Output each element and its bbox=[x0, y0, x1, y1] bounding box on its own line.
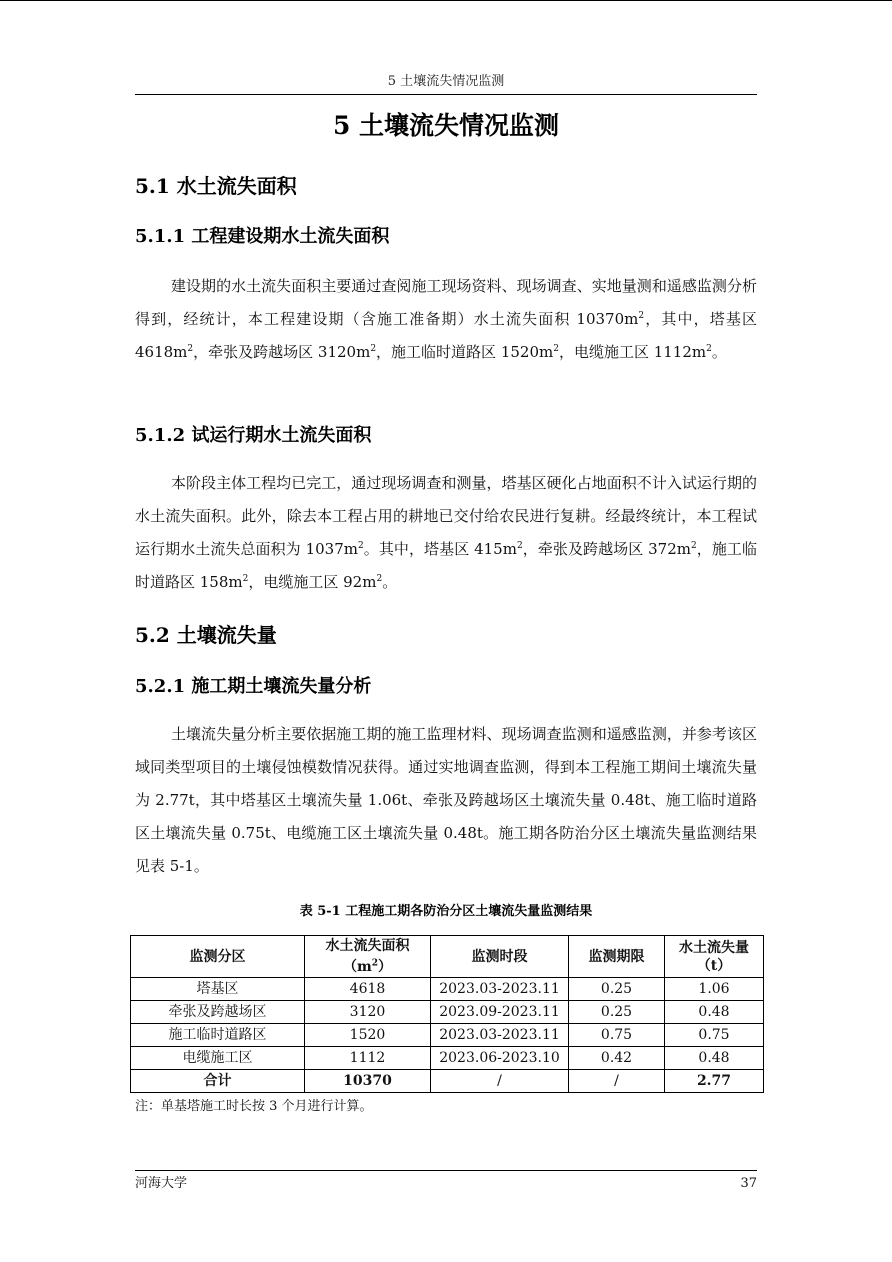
cell-area: 3120 bbox=[305, 1001, 431, 1024]
header-area-unit: $(m^2)$ bbox=[342, 958, 393, 976]
table-note: 注：单基塔施工时长按 3 个月进行计算。 bbox=[135, 1099, 373, 1114]
cell-total-area: 10370 bbox=[305, 1070, 431, 1093]
soil-loss-table bbox=[130, 935, 764, 1093]
cell-zone: 施工临时道路区 bbox=[131, 1024, 305, 1047]
cell-total-period: / bbox=[431, 1070, 569, 1093]
cell-zone: 塔基区 bbox=[131, 978, 305, 1001]
page-top-border bbox=[0, 0, 892, 1]
table-total-row bbox=[131, 1070, 764, 1093]
header-duration: 监测期限 bbox=[569, 936, 665, 978]
cell-loss: 0.48 bbox=[665, 1047, 764, 1070]
cell-period: 2023.03-2023.11 bbox=[431, 1024, 569, 1047]
table-header-row bbox=[131, 936, 764, 978]
cell-duration: 0.25 bbox=[569, 978, 665, 1001]
paragraph-soil-loss-analysis: 土壤流失量分析主要依据施工期的施工监理材料、现场调查监测和遥感监测，并参考该区域同类型项目的土壤侵蚀模数情况获得。通过实地调查监测，得到本工程施工期间土壤流失量为 2.77t，其中塔基区土壤流失量 1.06t、牵张及跨越场区土壤流失量 0.48t、施工临时道路区土壤流失量 0.75t、电缆施工区土壤流失量 0.48t。施工期各防治分区土壤流失量监测结果见表 5-1。 bbox=[135, 725, 757, 875]
cell-total-duration: / bbox=[569, 1070, 665, 1093]
header-loss-label: 水土流失量 bbox=[679, 939, 749, 956]
header-loss-unit: （t） bbox=[696, 957, 732, 974]
cell-area: 1112 bbox=[305, 1047, 431, 1070]
header-area-label: 水土流失面积 bbox=[325, 937, 410, 954]
section-heading-5-1: 5.1 水土流失面积 bbox=[135, 174, 297, 198]
cell-period: 2023.09-2023.11 bbox=[431, 1001, 569, 1024]
header-period: 监测时段 bbox=[431, 936, 569, 978]
table-caption: 表 5-1 工程施工期各防治分区土壤流失量监测结果 bbox=[299, 904, 593, 919]
table-row bbox=[131, 978, 764, 1001]
cell-duration: 0.75 bbox=[569, 1024, 665, 1047]
header-loss bbox=[665, 936, 764, 978]
running-header: 5 土壤流失情况监测 bbox=[135, 70, 757, 95]
cell-total-label: 合计 bbox=[131, 1070, 305, 1093]
table-row bbox=[131, 1047, 764, 1070]
page-number: 37 bbox=[740, 1176, 757, 1191]
cell-duration: 0.25 bbox=[569, 1001, 665, 1024]
cell-period: 2023.03-2023.11 bbox=[431, 978, 569, 1001]
header-area bbox=[305, 936, 431, 978]
cell-period: 2023.06-2023.10 bbox=[431, 1047, 569, 1070]
footer-institution: 河海大学 bbox=[135, 1176, 188, 1191]
cell-zone: 牵张及跨越场区 bbox=[131, 1001, 305, 1024]
subsection-heading-5-2-1: 5.2.1 施工期土壤流失量分析 bbox=[135, 676, 372, 697]
page-footer bbox=[135, 1170, 757, 1195]
table-row bbox=[131, 1001, 764, 1024]
section-heading-5-2: 5.2 土壤流失量 bbox=[135, 623, 277, 647]
subsection-heading-5-1-1: 5.1.1 工程建设期水土流失面积 bbox=[135, 226, 390, 247]
cell-loss: 1.06 bbox=[665, 978, 764, 1001]
paragraph-trial-operation-area: 本阶段主体工程均已完工，通过现场调查和测量，塔基区硬化占地面积不计入试运行期的水土流失面积。此外，除去本工程占用的耕地已交付给农民进行复耕。经最终统计，本工程试运行期水土流失总面积为 $1037m^2$。其中，塔基区 $415m^2$，牵张及跨越场区 $372m^2$，施工临时道路区 $158m^2$，电缆施工区 $92m^2$。 bbox=[135, 474, 758, 591]
cell-duration: 0.42 bbox=[569, 1047, 665, 1070]
header-zone: 监测分区 bbox=[131, 936, 305, 978]
subsection-heading-5-1-2: 5.1.2 试运行期水土流失面积 bbox=[135, 425, 372, 446]
cell-total-loss: 2.77 bbox=[665, 1070, 764, 1093]
table-row bbox=[131, 1024, 764, 1047]
cell-area: 4618 bbox=[305, 978, 431, 1001]
chapter-title: 5 土壤流失情况监测 bbox=[332, 111, 560, 140]
cell-zone: 电缆施工区 bbox=[131, 1047, 305, 1070]
cell-loss: 0.75 bbox=[665, 1024, 764, 1047]
paragraph-construction-area: 建设期的水土流失面积主要通过查阅施工现场资料、现场调查、实地量测和遥感监测分析得到，经统计，本工程建设期（含施工准备期）水土流失面积 $10370m^2$，其中，塔基区 $4618m^2$，牵张及跨越场区 $3120m^2$，施工临时道路区 $1520m^2$，电缆施工区 $1112m^2$。 bbox=[135, 277, 757, 361]
cell-area: 1520 bbox=[305, 1024, 431, 1047]
cell-loss: 0.48 bbox=[665, 1001, 764, 1024]
